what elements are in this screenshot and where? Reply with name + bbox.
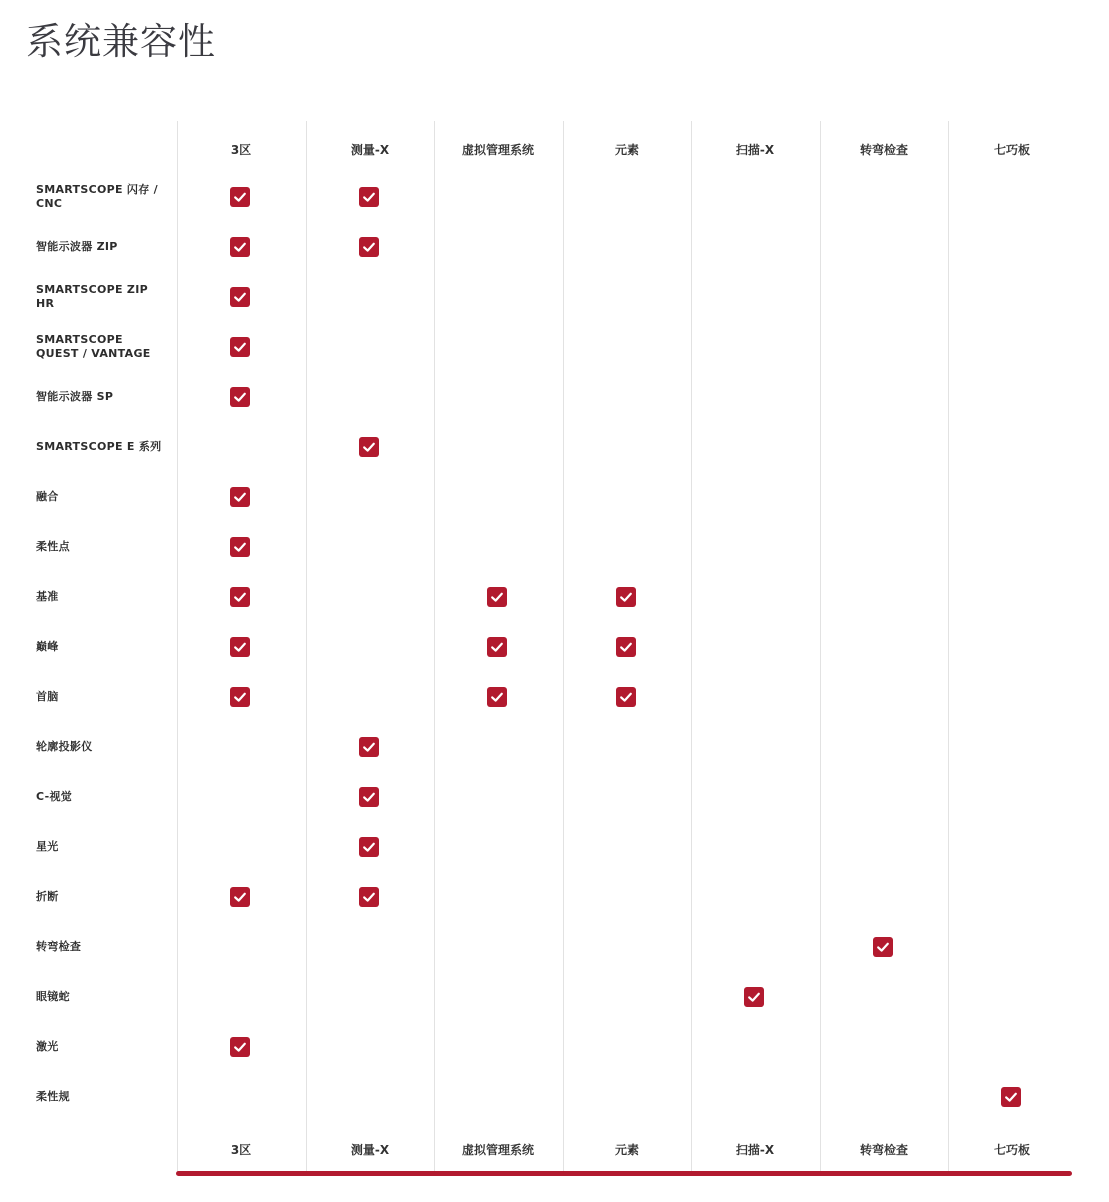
column-divider bbox=[177, 121, 178, 1173]
row-label: 巅峰 bbox=[36, 640, 59, 653]
page-title: 系统兼容性 bbox=[26, 20, 216, 63]
table-bottom-accent-bar bbox=[176, 1171, 1072, 1176]
row-label: SMARTSCOPE QUEST / VANTAGE bbox=[36, 333, 151, 360]
checkmark-checkbox-icon bbox=[230, 637, 250, 657]
row-label: 柔性点 bbox=[36, 540, 70, 553]
checkmark-checkbox-icon bbox=[744, 987, 764, 1007]
row-label: 轮廓投影仪 bbox=[36, 740, 93, 753]
checkmark-checkbox-icon bbox=[359, 737, 379, 757]
checkmark-checkbox-icon bbox=[359, 237, 379, 257]
checkmark-checkbox-icon bbox=[616, 587, 636, 607]
column-header-top: 元素 bbox=[614, 143, 639, 157]
column-divider bbox=[948, 121, 949, 1173]
checkmark-checkbox-icon bbox=[873, 937, 893, 957]
column-header-top: 七巧板 bbox=[993, 143, 1030, 157]
row-label: 折断 bbox=[36, 890, 59, 903]
checkmark-checkbox-icon bbox=[1001, 1087, 1021, 1107]
checkmark-checkbox-icon bbox=[359, 837, 379, 857]
checkmark-checkbox-icon bbox=[487, 687, 507, 707]
column-header-bottom: 测量-X bbox=[350, 1143, 390, 1157]
column-header-bottom: 虚拟管理系统 bbox=[461, 1143, 534, 1157]
column-header-bottom: 七巧板 bbox=[993, 1143, 1030, 1157]
column-header-top: 转弯检查 bbox=[859, 143, 908, 157]
column-divider bbox=[434, 121, 435, 1173]
column-divider bbox=[820, 121, 821, 1173]
checkmark-checkbox-icon bbox=[230, 1037, 250, 1057]
row-label: SMARTSCOPE E 系列 bbox=[36, 440, 162, 453]
checkmark-checkbox-icon bbox=[487, 587, 507, 607]
row-label: 智能示波器 ZIP bbox=[36, 240, 118, 253]
row-label: 星光 bbox=[36, 840, 59, 853]
row-label: 柔性规 bbox=[36, 1090, 70, 1103]
column-header-top: 扫描-X bbox=[735, 143, 775, 157]
checkmark-checkbox-icon bbox=[230, 887, 250, 907]
checkmark-checkbox-icon bbox=[616, 687, 636, 707]
checkmark-checkbox-icon bbox=[230, 387, 250, 407]
row-label: 眼镜蛇 bbox=[36, 990, 70, 1003]
checkmark-checkbox-icon bbox=[487, 637, 507, 657]
checkmark-checkbox-icon bbox=[230, 687, 250, 707]
checkmark-checkbox-icon bbox=[230, 237, 250, 257]
column-divider bbox=[691, 121, 692, 1173]
row-label: 激光 bbox=[36, 1040, 59, 1053]
checkmark-checkbox-icon bbox=[230, 287, 250, 307]
checkmark-checkbox-icon bbox=[359, 887, 379, 907]
checkmark-checkbox-icon bbox=[359, 787, 379, 807]
column-divider bbox=[306, 121, 307, 1173]
row-label: SMARTSCOPE 闪存 / CNC bbox=[36, 183, 158, 210]
row-label: C-视觉 bbox=[36, 790, 73, 803]
column-header-bottom: 3区 bbox=[230, 1143, 252, 1157]
row-label: 首脑 bbox=[36, 690, 59, 703]
column-header-top: 测量-X bbox=[350, 143, 390, 157]
column-header-top: 3区 bbox=[230, 143, 252, 157]
checkmark-checkbox-icon bbox=[616, 637, 636, 657]
column-header-bottom: 转弯检查 bbox=[859, 1143, 908, 1157]
checkmark-checkbox-icon bbox=[230, 187, 250, 207]
checkmark-checkbox-icon bbox=[230, 537, 250, 557]
column-header-bottom: 元素 bbox=[614, 1143, 639, 1157]
checkmark-checkbox-icon bbox=[359, 437, 379, 457]
checkmark-checkbox-icon bbox=[230, 337, 250, 357]
row-label: 融合 bbox=[36, 490, 59, 503]
row-label: 智能示波器 SP bbox=[36, 390, 114, 403]
row-label: 转弯检查 bbox=[36, 940, 82, 953]
column-header-top: 虚拟管理系统 bbox=[461, 143, 534, 157]
checkmark-checkbox-icon bbox=[230, 487, 250, 507]
checkmark-checkbox-icon bbox=[230, 587, 250, 607]
column-divider bbox=[563, 121, 564, 1173]
row-label: SMARTSCOPE ZIP HR bbox=[36, 283, 148, 310]
column-header-bottom: 扫描-X bbox=[735, 1143, 775, 1157]
row-label: 基准 bbox=[36, 590, 59, 603]
checkmark-checkbox-icon bbox=[359, 187, 379, 207]
